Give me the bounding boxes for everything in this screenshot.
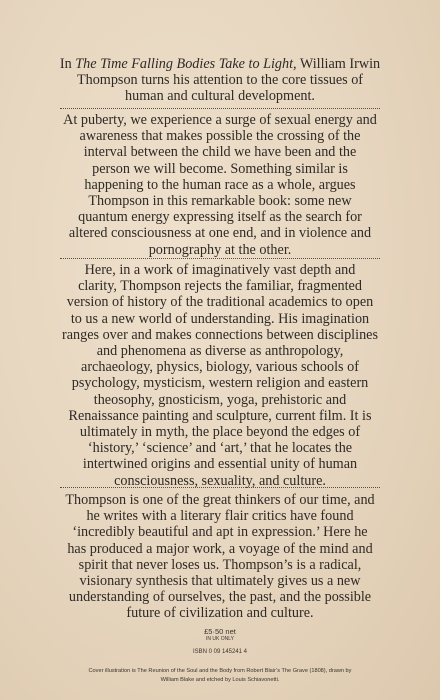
- paragraph-line: pornography at the other.: [148, 241, 292, 258]
- isbn-number: ISBN 0 09 145241 4: [192, 649, 248, 655]
- book-title: The Time Falling Bodies Take to Light,: [75, 56, 297, 72]
- cover-illustration-credit: [30, 667, 410, 685]
- credit-line-2: William Blake and etched by Louis Schiavonetti.: [160, 677, 280, 683]
- paragraph-line: Thompson in this remarkable book: some new: [88, 193, 352, 210]
- paragraph-line: to us a new world of understanding. His imagination: [70, 310, 370, 327]
- price-territory: IN UK ONLY: [206, 636, 234, 642]
- divider: [60, 487, 380, 488]
- intro-line-1: [20, 56, 420, 72]
- history-paragraph: [20, 262, 420, 489]
- divider: [60, 258, 380, 259]
- paragraph-line: ultimately in myth, the place beyond the edges of: [79, 424, 361, 441]
- paragraph-line: person we will become. Something similar is: [92, 160, 348, 177]
- author-name: William Irwin: [296, 56, 381, 72]
- paragraph-line: has produced a major work, a voyage of the mind and: [67, 540, 373, 557]
- paragraph-line: happening to the human race as a whole, argues: [84, 176, 356, 193]
- paragraph-line: future of civilization and culture.: [126, 605, 314, 622]
- paragraph-line: theosophy, gnosticism, yoga, prehistoric and: [93, 391, 347, 408]
- paragraph-line: understanding of ourselves, the past, and the possible: [68, 589, 372, 606]
- paragraph-line: Renaissance painting and sculpture, current film. It is: [68, 407, 372, 424]
- paragraph-line: ‘incredibly beautiful and apt in expression.’ Here he: [72, 524, 368, 541]
- paragraph-line: spirit that never loses us. Thompson’s is a radical,: [78, 556, 362, 573]
- paragraph-line: awareness that makes possible the crossing of the: [79, 128, 361, 145]
- paragraph-line: intertwined origins and essential unity of human: [82, 456, 358, 473]
- paragraph-line: visionary synthesis that ultimately gives us a new: [79, 573, 361, 590]
- intro-line-3: human and cultural development.: [125, 88, 315, 105]
- puberty-paragraph: [20, 112, 420, 258]
- intro-prefix: In: [59, 56, 76, 72]
- paragraph-line: consciousness, sexuality, and culture.: [114, 472, 326, 489]
- paragraph-line: Thompson is one of the great thinkers of our time, and: [65, 492, 375, 508]
- price-amount: £5·50 net: [204, 627, 236, 636]
- divider: [60, 108, 380, 109]
- price-label: [0, 627, 440, 643]
- paragraph-line: psychology, mysticism, western religion and eastern: [71, 375, 369, 392]
- paragraph-line: he writes with a literary flair critics have found: [86, 508, 354, 525]
- paragraph-line: interval between the child we have been and the: [83, 144, 357, 161]
- paragraph-line: archaeology, physics, biology, various schools of: [81, 359, 359, 376]
- paragraph-line: quantum energy expressing itself as the search for: [78, 209, 362, 226]
- intro-paragraph: [20, 56, 420, 105]
- intro-line-2: Thompson turns his attention to the core tissues of: [76, 72, 364, 89]
- paragraph-line: and phenomena as diverse as anthropology,: [96, 343, 344, 360]
- credit-line-1: Cover illustration is The Reunion of the Soul and the Body from Robert Blair’s The Grave (1808), drawn by: [88, 668, 352, 674]
- paragraph-line: clarity, Thompson rejects the familiar, fragmented: [78, 278, 362, 295]
- paragraph-line: altered consciousness at one end, and in violence and: [68, 225, 372, 242]
- paragraph-line: Here, in a work of imaginatively vast depth and: [84, 262, 356, 278]
- paragraph-line: ranges over and makes connections between disciplines: [62, 326, 378, 343]
- paragraph-line: At puberty, we experience a surge of sexual energy and: [63, 112, 377, 128]
- paragraph-line: version of history of the traditional academics to open: [66, 294, 374, 311]
- praise-paragraph: [20, 492, 420, 622]
- paragraph-line: ‘history,’ ‘science’ and ‘art,’ that he locates the: [87, 440, 353, 457]
